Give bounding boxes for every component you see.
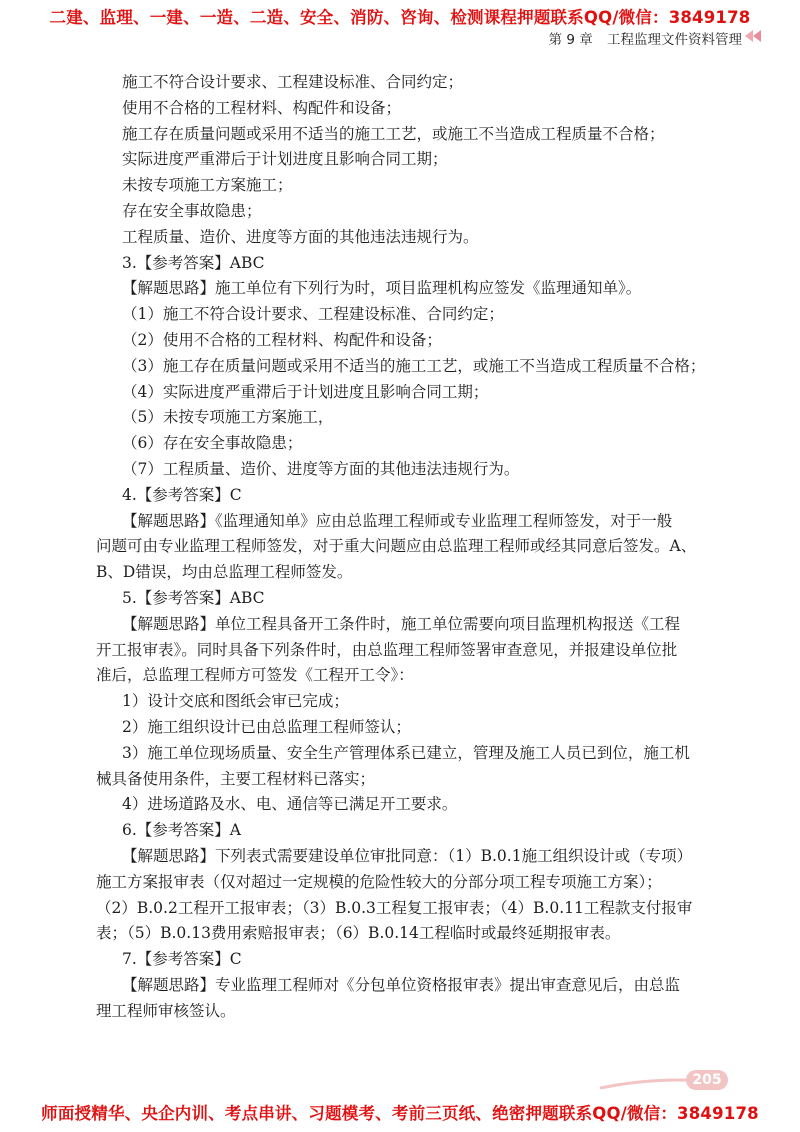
text-line: 表；（5）B.0.13费用索赔报审表；（6）B.0.14工程临时或最终延期报审表。 bbox=[96, 924, 621, 943]
list-item: （3）施工存在质量问题或采用不适当的施工工艺，或施工不当造成工程质量不合格； bbox=[122, 356, 706, 375]
answer-heading: 5.【参考答案】ABC bbox=[122, 588, 265, 607]
list-item: （5）未按专项施工方案施工， bbox=[122, 408, 334, 427]
text-line: 【解题思路】专业监理工程师对《分包单位资格报审表》提出审查意见后，由总监 bbox=[122, 975, 681, 994]
answer-heading: 3.【参考答案】ABC bbox=[122, 253, 265, 272]
answer-heading: 7.【参考答案】C bbox=[122, 950, 242, 969]
text-line: 【解题思路】施工单位有下列行为时，项目监理机构应签发《监理通知单》。 bbox=[122, 279, 642, 298]
list-item: 1）设计交底和图纸会审已完成； bbox=[122, 692, 349, 711]
text-line: 未按专项施工方案施工； bbox=[122, 176, 293, 195]
list-item: （6）存在安全事故隐患； bbox=[122, 434, 303, 453]
text-line: 施工存在质量问题或采用不适当的施工工艺，或施工不当造成工程质量不合格； bbox=[122, 124, 665, 143]
chapter-number: 第 9 章 bbox=[548, 32, 593, 48]
list-item: 4）进场道路及水、电、通信等已满足开工要求。 bbox=[122, 795, 458, 814]
text-line: 【解题思路】下列表式需要建设单位审批同意：（1）B.0.1施工组织设计或（专项） bbox=[122, 846, 693, 865]
chapter-arrows-icon bbox=[744, 29, 762, 43]
list-item: （1）施工不符合设计要求、工程建设标准、合同约定； bbox=[122, 305, 504, 324]
text-line: 准后，总监理工程师方可签发《工程开工令》： bbox=[96, 666, 414, 685]
text-line: 施工方案报审表（仅对超过一定规模的危险性较大的分部分项工程专项施工方案）； bbox=[96, 872, 662, 891]
list-item: （4）实际进度严重滞后于计划进度且影响合同工期； bbox=[122, 382, 489, 401]
chapter-header bbox=[549, 28, 742, 48]
text-line: 问题可由专业监理工程师签发，对于重大问题应由总监理工程师或经其同意后签发。A、 bbox=[96, 537, 697, 556]
text-line: 工程质量、造价、进度等方面的其他违法违规行为。 bbox=[122, 227, 479, 246]
page-number-badge: 205 bbox=[686, 1070, 728, 1090]
answer-heading: 4.【参考答案】C bbox=[122, 485, 242, 504]
text-line: 【解题思路】《监理通知单》应由总监理工程师或专业监理工程师签发，对于一般 bbox=[122, 511, 673, 530]
text-line: （2）B.0.2工程开工报审表；（3）B.0.3工程复工报审表；（4）B.0.11工程款支付报审 bbox=[96, 898, 693, 917]
text-line: 实际进度严重滞后于计划进度且影响合同工期； bbox=[122, 150, 448, 169]
text-line: 开工报审表》。同时具备下列条件时，由总监理工程师签署审查意见，并报建设单位批 bbox=[96, 640, 678, 659]
chapter-title: 工程监理文件资料管理 bbox=[607, 32, 742, 48]
text-line: 理工程师审核签认。 bbox=[96, 1001, 236, 1020]
answer-heading: 6.【参考答案】A bbox=[122, 821, 241, 840]
page-content bbox=[96, 70, 722, 1024]
list-item: 2）施工组织设计已由总监理工程师签认； bbox=[122, 717, 411, 736]
list-item: （2）使用不合格的工程材料、构配件和设备； bbox=[122, 330, 442, 349]
list-item: 3）施工单位现场质量、安全生产管理体系已建立，管理及施工人员已到位，施工机 bbox=[122, 743, 690, 762]
top-promo-banner: 二建、监理、一建、一造、二造、安全、消防、咨询、检测课程押题联系QQ/微信：3849178 bbox=[49, 8, 751, 27]
text-line: 使用不合格的工程材料、构配件和设备； bbox=[122, 98, 402, 117]
list-item: （7）工程质量、造价、进度等方面的其他违法违规行为。 bbox=[122, 459, 520, 478]
text-line: 【解题思路】单位工程具备开工条件时，施工单位需要向项目监理机构报送《工程 bbox=[122, 614, 681, 633]
bottom-promo-banner: 师面授精华、央企内训、考点串讲、习题模考、考前三页纸、绝密押题联系QQ/微信：3849178 bbox=[41, 1104, 759, 1123]
text-line: 存在安全事故隐患； bbox=[122, 201, 262, 220]
text-line: B、D错误，均由总监理工程师签发。 bbox=[96, 563, 353, 582]
text-line: 施工不符合设计要求、工程建设标准、合同约定； bbox=[122, 73, 464, 91]
text-line: 械具备使用条件，主要工程材料已落实； bbox=[96, 769, 376, 788]
